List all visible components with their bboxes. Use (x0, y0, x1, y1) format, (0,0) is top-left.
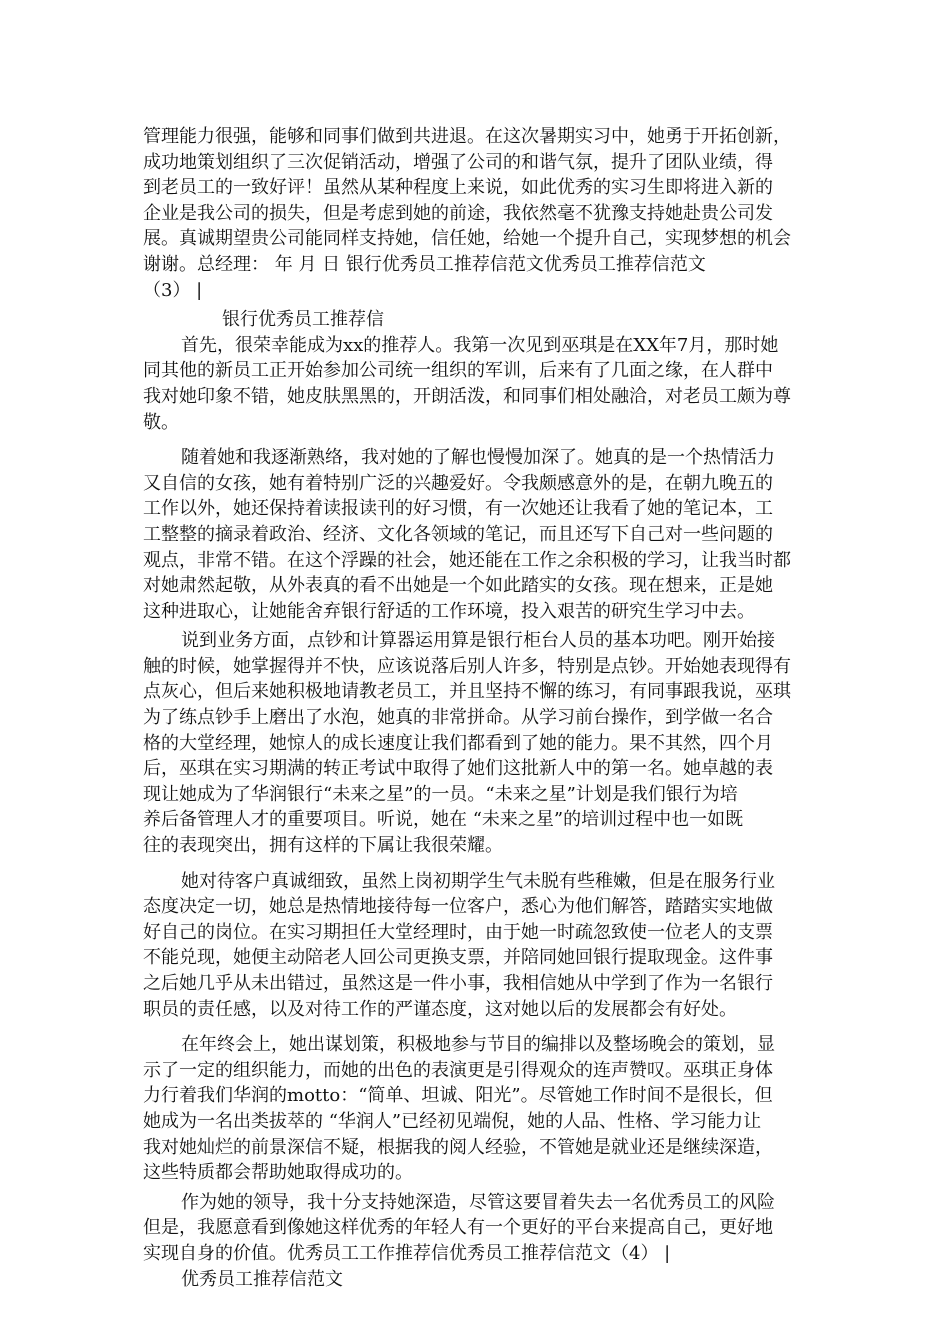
text-line: 对她肃然起敬，从外表真的看不出她是一个如此踏实的女孩。现在想来，正是她 (143, 575, 773, 597)
text-line: 谢谢。总经理： 年 月 日 银行优秀员工推荐信范文优秀员工推荐信范文 (143, 253, 706, 275)
text-line: 作为她的领导，我十分支持她深造，尽管这要冒着失去一名优秀员工的风险 (181, 1191, 775, 1213)
text-line: 又自信的女孩，她有着特别广泛的兴趣爱好。令我颇感意外的是，在朝九晚五的 (143, 472, 773, 494)
text-line: 我对她印象不错，她皮肤黑黑的，开朗活泼，和同事们相处融洽，对老员工颇为尊 (143, 385, 791, 407)
text-line: 触的时候，她掌握得并不快，应该说落后别人许多，特别是点钞。开始她表现得有 (143, 655, 791, 677)
text-line: 在年终会上，她出谋划策，积极地参与节目的编排以及整场晚会的策划，显 (181, 1034, 775, 1056)
text-line: 管理能力很强，能够和同事们做到共进退。在这次暑期实习中，她勇于开拓创新， (143, 126, 791, 147)
text-line: 力行着我们华润的motto：“简单、坦诚、阳光”。尽管她工作时间不是很长，但 (143, 1085, 773, 1107)
paragraph (143, 445, 809, 624)
text-line: 到老员工的一致好评！虽然从某种程度上来说，如此优秀的实习生即将进入新的 (143, 177, 773, 199)
text-line: 为了练点钞手上磨出了水泡，她真的非常拼命。从学习前台操作，到学做一名合 (143, 707, 773, 729)
text-line: 格的大堂经理，她惊人的成长速度让我们都看到了她的能力。果不其然，四个月 (143, 732, 773, 754)
text-line: （3） | (143, 279, 203, 301)
text-line: 这种进取心，让她能舍弃银行舒适的工作环境，投入艰苦的研究生学习中去。 (143, 600, 755, 622)
text-line: 成功地策划组织了三次促销活动，增强了公司的和谐气氛，提升了团队业绩，得 (143, 151, 773, 173)
text-line: 职员的责任感，以及对待工作的严谨态度，这对她以后的发展都会有好处。 (143, 998, 737, 1020)
text-line: 我对她灿烂的前景深信不疑，根据我的阅人经验，不管她是就业还是继续深造， (143, 1136, 773, 1158)
text-line: 养后备管理人才的重要项目。听说，她在 “未来之星”的培训过程中也一如既 (143, 809, 744, 831)
text-line: 她对待客户真诚细致，虽然上岗初期学生气未脱有些稚嫩，但是在服务行业 (181, 870, 775, 892)
text-line: 展。真诚期望贵公司能同样支持她，信任她，给她一个提升自己，实现梦想的机会 (143, 228, 791, 250)
text-line: 不能兑现，她便主动陪老人回公司更换支票，并陪同她回银行提取现金。这件事 (143, 947, 773, 969)
text-line: 工整整的摘录着政治、经济、文化各领域的笔记，而且还写下自己对一些问题的 (143, 523, 773, 545)
paragraph (143, 1032, 809, 1186)
document-page (143, 124, 809, 1292)
text-line: 后，巫琪在实习期满的转正考试中取得了她们这批新人中的第一名。她卓越的表 (143, 758, 773, 780)
closing-block (143, 124, 809, 303)
text-line: 但是，我愿意看到像她这样优秀的年轻人有一个更好的平台来提高自己，更好地 (143, 1217, 773, 1239)
section-title: 优秀员工推荐信范文 (181, 1268, 343, 1290)
paragraph (143, 869, 809, 1023)
section-title: 银行优秀员工推荐信 (222, 309, 384, 331)
paragraph (143, 333, 809, 435)
text-line: 示了一定的组织能力，而她的出色的表演更是引得观众的连声赞叹。巫琪正身体 (143, 1059, 773, 1081)
text-line: 工作以外，她还保持着读报读刊的好习惯，有一次她还让我看了她的笔记本，工 (143, 498, 773, 520)
text-line: 这些特质都会帮助她取得成功的。 (143, 1162, 413, 1184)
text-line: 说到业务方面，点钞和计算器运用算是银行柜台人员的基本功吧。刚开始接 (181, 630, 775, 652)
text-line: 态度决定一切，她总是热情地接待每一位客户，悉心为他们解答，踏踏实实地做 (143, 896, 773, 918)
text-line: 企业是我公司的损失，但是考虑到她的前途，我依然毫不犹豫支持她赴贵公司发 (143, 202, 773, 224)
paragraph (143, 1190, 809, 1267)
text-line: 随着她和我逐渐熟络，我对她的了解也慢慢加深了。她真的是一个热情活力 (181, 447, 775, 469)
text-line: 她成为一名出类拔萃的 “华润人”已经初见端倪，她的人品、性格、学习能力让 (143, 1110, 762, 1132)
text-line: 同其他的新员工正开始参加公司统一组织的军训，后来有了几面之缘，在人群中 (143, 360, 773, 382)
text-line: 好自己的岗位。在实习期担任大堂经理时，由于她一时疏忽致使一位老人的支票 (143, 921, 773, 943)
text-line: 首先，很荣幸能成为xx的推荐人。我第一次见到巫琪是在XX年7月，那时她 (181, 334, 779, 356)
text-line: 之后她几乎从未出错过，虽然这是一件小事，我相信她从中学到了作为一名银行 (143, 973, 773, 994)
text-line: 敬。 (143, 411, 179, 433)
paragraph (143, 628, 809, 858)
text-line: 现让她成为了华润银行“未来之星”的一员。“未来之星”计划是我们银行为培 (143, 783, 738, 805)
text-line: 观点，非常不错。在这个浮躁的社会，她还能在工作之余积极的学习，让我当时都 (143, 549, 791, 571)
text-line: 点灰心，但后来她积极地请教老员工，并且坚持不懈的练习，有同事跟我说，巫琪 (143, 681, 791, 703)
text-line: 往的表现突出，拥有这样的下属让我很荣耀。 (143, 835, 503, 857)
text-line: 实现自身的价值。优秀员工工作推荐信优秀员工推荐信范文（4） | (143, 1242, 671, 1264)
